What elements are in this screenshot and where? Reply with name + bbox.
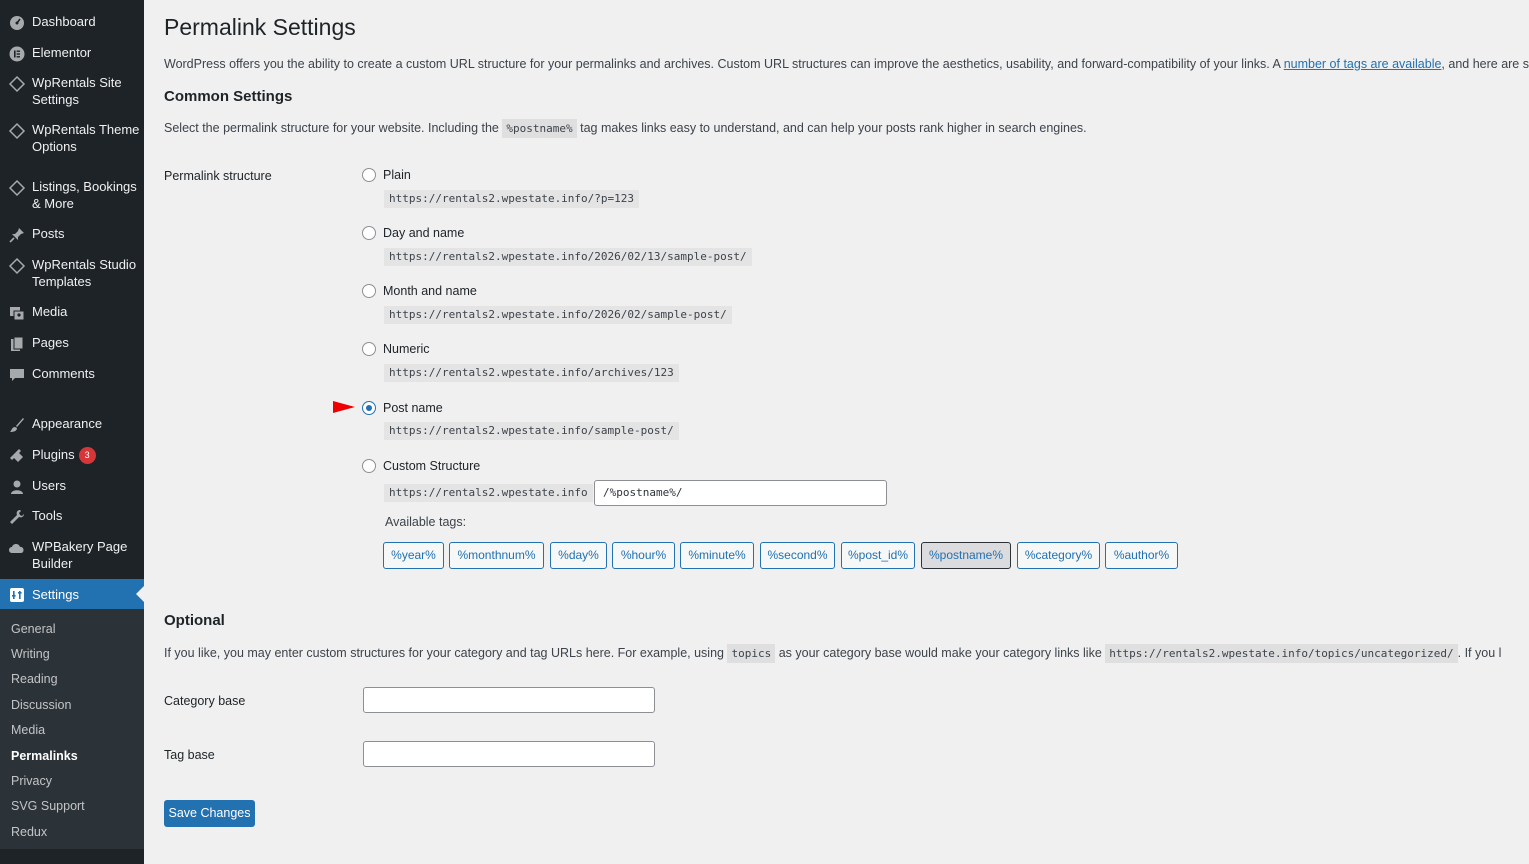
tag-year-button[interactable]: %year% [383, 542, 444, 569]
menu-dashboard-label: Dashboard [32, 14, 96, 29]
option-custom-structure-label[interactable]: Custom Structure [383, 459, 481, 473]
radio-post-name[interactable] [362, 401, 376, 415]
menu-pages[interactable] [0, 334, 144, 354]
menu-tools-label: Tools [32, 508, 63, 523]
custom-structure-base-url: https://rentals2.wpestate.info [384, 484, 593, 502]
menu-wpbakery-label: WPBakery Page Builder [32, 539, 128, 571]
optional-desc [164, 646, 1501, 660]
menu-wprentals-site-settings-label: WpRentals Site Settings [32, 75, 122, 107]
menu-users[interactable] [0, 477, 144, 497]
tag-second-button[interactable]: %second% [760, 542, 835, 569]
topics-code: topics [727, 644, 775, 663]
menu-wprentals-theme-options[interactable] [0, 121, 144, 157]
optional-desc-tail: . If you l [1457, 646, 1502, 660]
optional-heading: Optional [164, 612, 225, 629]
tag-postname-button[interactable]: %postname% [921, 542, 1011, 569]
menu-appearance-label: Appearance [32, 416, 103, 431]
submenu-svg-support[interactable]: SVG Support [11, 799, 85, 813]
menu-posts-label: Posts [32, 226, 65, 241]
menu-elementor[interactable] [0, 44, 144, 64]
cloud-icon [8, 539, 25, 556]
tags-available-link[interactable]: number of tags are available [1283, 57, 1442, 71]
menu-plugins[interactable] [0, 446, 144, 466]
submenu-redux[interactable]: Redux [11, 825, 48, 839]
menu-listings-bookings[interactable] [0, 178, 144, 214]
red-arrow-annotation [333, 401, 355, 413]
option-numeric-url: https://rentals2.wpestate.info/archives/123 [384, 364, 679, 382]
submenu-general[interactable]: General [11, 622, 56, 636]
diamond-icon [8, 179, 25, 196]
save-changes-button[interactable]: Save Changes [164, 800, 255, 827]
category-example-code: https://rentals2.wpestate.info/topics/uncategorized/ [1105, 644, 1457, 663]
menu-wpbakery[interactable] [0, 538, 144, 574]
common-desc-tail: tag makes links easy to understand, and can help your posts rank higher in search engines. [580, 121, 1087, 135]
common-desc-text: Select the permalink structure for your website. Including the [164, 121, 499, 135]
radio-plain[interactable] [362, 168, 376, 182]
menu-wprentals-theme-options-label: WpRentals Theme Options [32, 122, 140, 154]
menu-media[interactable] [0, 303, 144, 323]
wrench-icon [8, 508, 25, 525]
optional-desc-text: If you like, you may enter custom structures for your category and tag URLs here. For example, using [164, 646, 724, 660]
page-intro-text: WordPress offers you the ability to create a custom URL structure for your permalinks and archives. Custom URL structures can improve the aesthetics, usability, and forward-compatibility of your links. A [164, 57, 1284, 71]
option-month-and-name-label[interactable]: Month and name [383, 284, 477, 298]
menu-appearance[interactable] [0, 415, 144, 435]
radio-month-and-name[interactable] [362, 284, 376, 298]
option-plain-url: https://rentals2.wpestate.info/?p=123 [384, 190, 639, 208]
submenu-permalinks[interactable]: Permalinks [11, 749, 78, 763]
menu-tools[interactable] [0, 507, 144, 527]
menu-users-label: Users [32, 478, 66, 493]
tag-minute-button[interactable]: %minute% [680, 542, 754, 569]
menu-dashboard[interactable] [0, 13, 144, 33]
option-month-and-name-url: https://rentals2.wpestate.info/2026/02/sample-post/ [384, 306, 732, 324]
menu-elementor-label: Elementor [32, 45, 92, 60]
diamond-icon [8, 257, 25, 274]
dashboard-icon [8, 14, 25, 31]
menu-listings-bookings-label: Listings, Bookings & More [32, 179, 137, 211]
menu-wprentals-site-settings[interactable] [0, 74, 144, 110]
menu-comments-label: Comments [32, 366, 95, 381]
tag-base-label: Tag base [164, 748, 215, 762]
menu-wprentals-studio-templates[interactable] [0, 256, 144, 292]
tag-post-id-button[interactable]: %post_id% [841, 542, 915, 569]
option-post-name-label[interactable]: Post name [383, 401, 443, 415]
radio-day-and-name[interactable] [362, 226, 376, 240]
tag-day-button[interactable]: %day% [550, 542, 607, 569]
menu-settings-label: Settings [32, 587, 79, 602]
permalink-structure-label: Permalink structure [164, 169, 272, 183]
diamond-icon [8, 122, 25, 139]
menu-plugins-text: Plugins [32, 447, 75, 462]
submenu-writing[interactable]: Writing [11, 647, 50, 661]
page-intro-tail: , and here are s [1441, 57, 1529, 71]
comments-icon [8, 366, 25, 383]
diamond-icon [8, 75, 25, 92]
option-post-name-url: https://rentals2.wpestate.info/sample-post/ [384, 422, 679, 440]
option-numeric-label[interactable]: Numeric [383, 342, 430, 356]
page-title: Permalink Settings [164, 14, 356, 40]
submenu-discussion[interactable]: Discussion [11, 698, 72, 712]
tag-category-button[interactable]: %category% [1017, 542, 1100, 569]
submenu-media[interactable]: Media [11, 723, 46, 737]
option-day-and-name-url: https://rentals2.wpestate.info/2026/02/13/sample-post/ [384, 248, 752, 266]
settings-submenu [0, 609, 144, 849]
elementor-icon [8, 45, 25, 62]
admin-sidebar [0, 0, 144, 864]
category-base-label: Category base [164, 694, 246, 708]
tag-author-button[interactable]: %author% [1105, 542, 1178, 569]
postname-code: %postname% [502, 119, 576, 138]
optional-desc-middle: as your category base would make your category links like [778, 646, 1102, 660]
submenu-privacy[interactable]: Privacy [11, 774, 52, 788]
category-base-input[interactable] [363, 687, 655, 713]
media-icon [8, 304, 25, 321]
radio-custom-structure[interactable] [362, 459, 376, 473]
menu-wprentals-studio-templates-label: WpRentals Studio Templates [32, 257, 137, 289]
tag-monthnum-button[interactable]: %monthnum% [449, 542, 544, 569]
pages-icon [8, 335, 25, 352]
page-intro [164, 57, 1529, 71]
submenu-reading[interactable]: Reading [11, 672, 58, 686]
option-day-and-name-label[interactable]: Day and name [383, 226, 465, 240]
menu-comments[interactable] [0, 365, 144, 385]
radio-numeric[interactable] [362, 342, 376, 356]
plugin-icon [8, 447, 25, 464]
common-settings-desc [164, 121, 1087, 135]
menu-plugins-label [32, 446, 140, 464]
available-tags-label: Available tags: [385, 515, 467, 529]
plugins-update-badge: 3 [79, 447, 96, 464]
custom-structure-input[interactable]: /%postname%/ [594, 480, 887, 506]
brush-icon [8, 416, 25, 433]
user-icon [8, 478, 25, 495]
tag-base-input[interactable] [363, 741, 655, 767]
menu-posts[interactable] [0, 225, 144, 245]
menu-media-label: Media [32, 304, 68, 319]
common-settings-heading: Common Settings [164, 88, 293, 105]
menu-pages-label: Pages [32, 335, 69, 350]
settings-icon [8, 586, 25, 603]
menu-settings[interactable] [0, 579, 144, 609]
tag-hour-button[interactable]: %hour% [612, 542, 675, 569]
option-plain-label[interactable]: Plain [383, 168, 411, 182]
pin-icon [8, 226, 25, 243]
main-content [144, 0, 1529, 864]
